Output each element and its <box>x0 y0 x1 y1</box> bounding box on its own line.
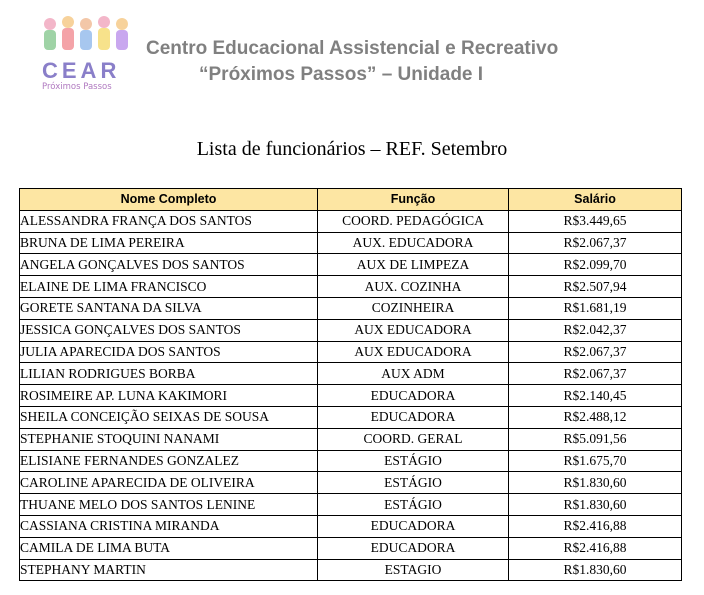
page-title: Lista de funcionários – REF. Setembro <box>196 138 508 160</box>
employee-salary: R$2.067,37 <box>509 232 682 254</box>
employee-role: AUX DE LIMPEZA <box>318 254 509 276</box>
employee-role: ESTÁGIO <box>318 450 509 472</box>
logo-subtitle: Próximos Passos <box>42 82 112 92</box>
employee-salary: R$2.067,37 <box>509 341 682 363</box>
employee-name: THUANE MELO DOS SANTOS LENINE <box>20 494 318 516</box>
org-name: Centro Educacional Assistencial e Recreativo <box>146 38 559 59</box>
employee-role: EDUCADORA <box>318 515 509 537</box>
employee-salary: R$2.488,12 <box>509 406 682 428</box>
employee-role: AUX. COZINHA <box>318 276 509 298</box>
table-row <box>20 472 682 494</box>
table-row <box>20 515 682 537</box>
employee-name: STEPHANIE STOQUINI NANAMI <box>20 428 318 450</box>
employee-name: ALESSANDRA FRANÇA DOS SANTOS <box>20 210 318 232</box>
table-row <box>20 450 682 472</box>
header-salary: Salário <box>509 189 682 211</box>
employee-role: AUX. EDUCADORA <box>318 232 509 254</box>
table-row <box>20 297 682 319</box>
employee-name: GORETE SANTANA DA SILVA <box>20 297 318 319</box>
employee-role: AUX EDUCADORA <box>318 319 509 341</box>
employee-name: ANGELA GONÇALVES DOS SANTOS <box>20 254 318 276</box>
employee-name: ROSIMEIRE AP. LUNA KAKIMORI <box>20 385 318 407</box>
employee-role: COORD. PEDAGÓGICA <box>318 210 509 232</box>
employee-salary: R$2.067,37 <box>509 363 682 385</box>
children-figures-icon <box>38 12 138 62</box>
employee-salary: R$2.042,37 <box>509 319 682 341</box>
employee-salary: R$3.449,65 <box>509 210 682 232</box>
table-row <box>20 385 682 407</box>
employee-name: LILIAN RODRIGUES BORBA <box>20 363 318 385</box>
table-row <box>20 406 682 428</box>
employee-salary: R$1.675,70 <box>509 450 682 472</box>
employee-name: ELAINE DE LIMA FRANCISCO <box>20 276 318 298</box>
employee-salary: R$1.830,60 <box>509 494 682 516</box>
employee-name: CASSIANA CRISTINA MIRANDA <box>20 515 318 537</box>
table-header-row <box>20 189 682 211</box>
table-row <box>20 319 682 341</box>
employee-salary: R$1.830,60 <box>509 559 682 581</box>
employee-name: STEPHANY MARTIN <box>20 559 318 581</box>
staff-table <box>19 188 682 581</box>
employee-role: COZINHEIRA <box>318 297 509 319</box>
employee-name: SHEILA CONCEIÇÃO SEIXAS DE SOUSA <box>20 406 318 428</box>
employee-role: AUX EDUCADORA <box>318 341 509 363</box>
employee-salary: R$1.681,19 <box>509 297 682 319</box>
employee-role: ESTÁGIO <box>318 494 509 516</box>
employee-name: JESSICA GONÇALVES DOS SANTOS <box>20 319 318 341</box>
employee-role: EDUCADORA <box>318 537 509 559</box>
employee-salary: R$2.099,70 <box>509 254 682 276</box>
table-row <box>20 537 682 559</box>
employee-name: BRUNA DE LIMA PEREIRA <box>20 232 318 254</box>
table-row <box>20 363 682 385</box>
employee-role: COORD. GERAL <box>318 428 509 450</box>
employee-name: JULIA APARECIDA DOS SANTOS <box>20 341 318 363</box>
employee-name: CAROLINE APARECIDA DE OLIVEIRA <box>20 472 318 494</box>
employee-role: EDUCADORA <box>318 385 509 407</box>
table-row <box>20 210 682 232</box>
employee-name: ELISIANE FERNANDES GONZALEZ <box>20 450 318 472</box>
employee-role: ESTAGIO <box>318 559 509 581</box>
table-row <box>20 428 682 450</box>
employee-role: EDUCADORA <box>318 406 509 428</box>
header-role: Função <box>318 189 509 211</box>
header-name: Nome Completo <box>20 189 318 211</box>
employee-salary: R$2.140,45 <box>509 385 682 407</box>
employee-role: AUX ADM <box>318 363 509 385</box>
employee-salary: R$5.091,56 <box>509 428 682 450</box>
employee-name: CAMILA DE LIMA BUTA <box>20 537 318 559</box>
table-row <box>20 276 682 298</box>
org-unit: “Próximos Passos” – Unidade I <box>199 64 484 85</box>
table-row <box>20 254 682 276</box>
employee-salary: R$2.416,88 <box>509 537 682 559</box>
employee-role: ESTÁGIO <box>318 472 509 494</box>
cear-logo <box>38 12 138 92</box>
table-row <box>20 232 682 254</box>
logo-wordmark: CEAR <box>42 58 121 83</box>
table-row <box>20 341 682 363</box>
employee-salary: R$2.507,94 <box>509 276 682 298</box>
table-row <box>20 494 682 516</box>
table-row <box>20 559 682 581</box>
employee-salary: R$2.416,88 <box>509 515 682 537</box>
employee-salary: R$1.830,60 <box>509 472 682 494</box>
